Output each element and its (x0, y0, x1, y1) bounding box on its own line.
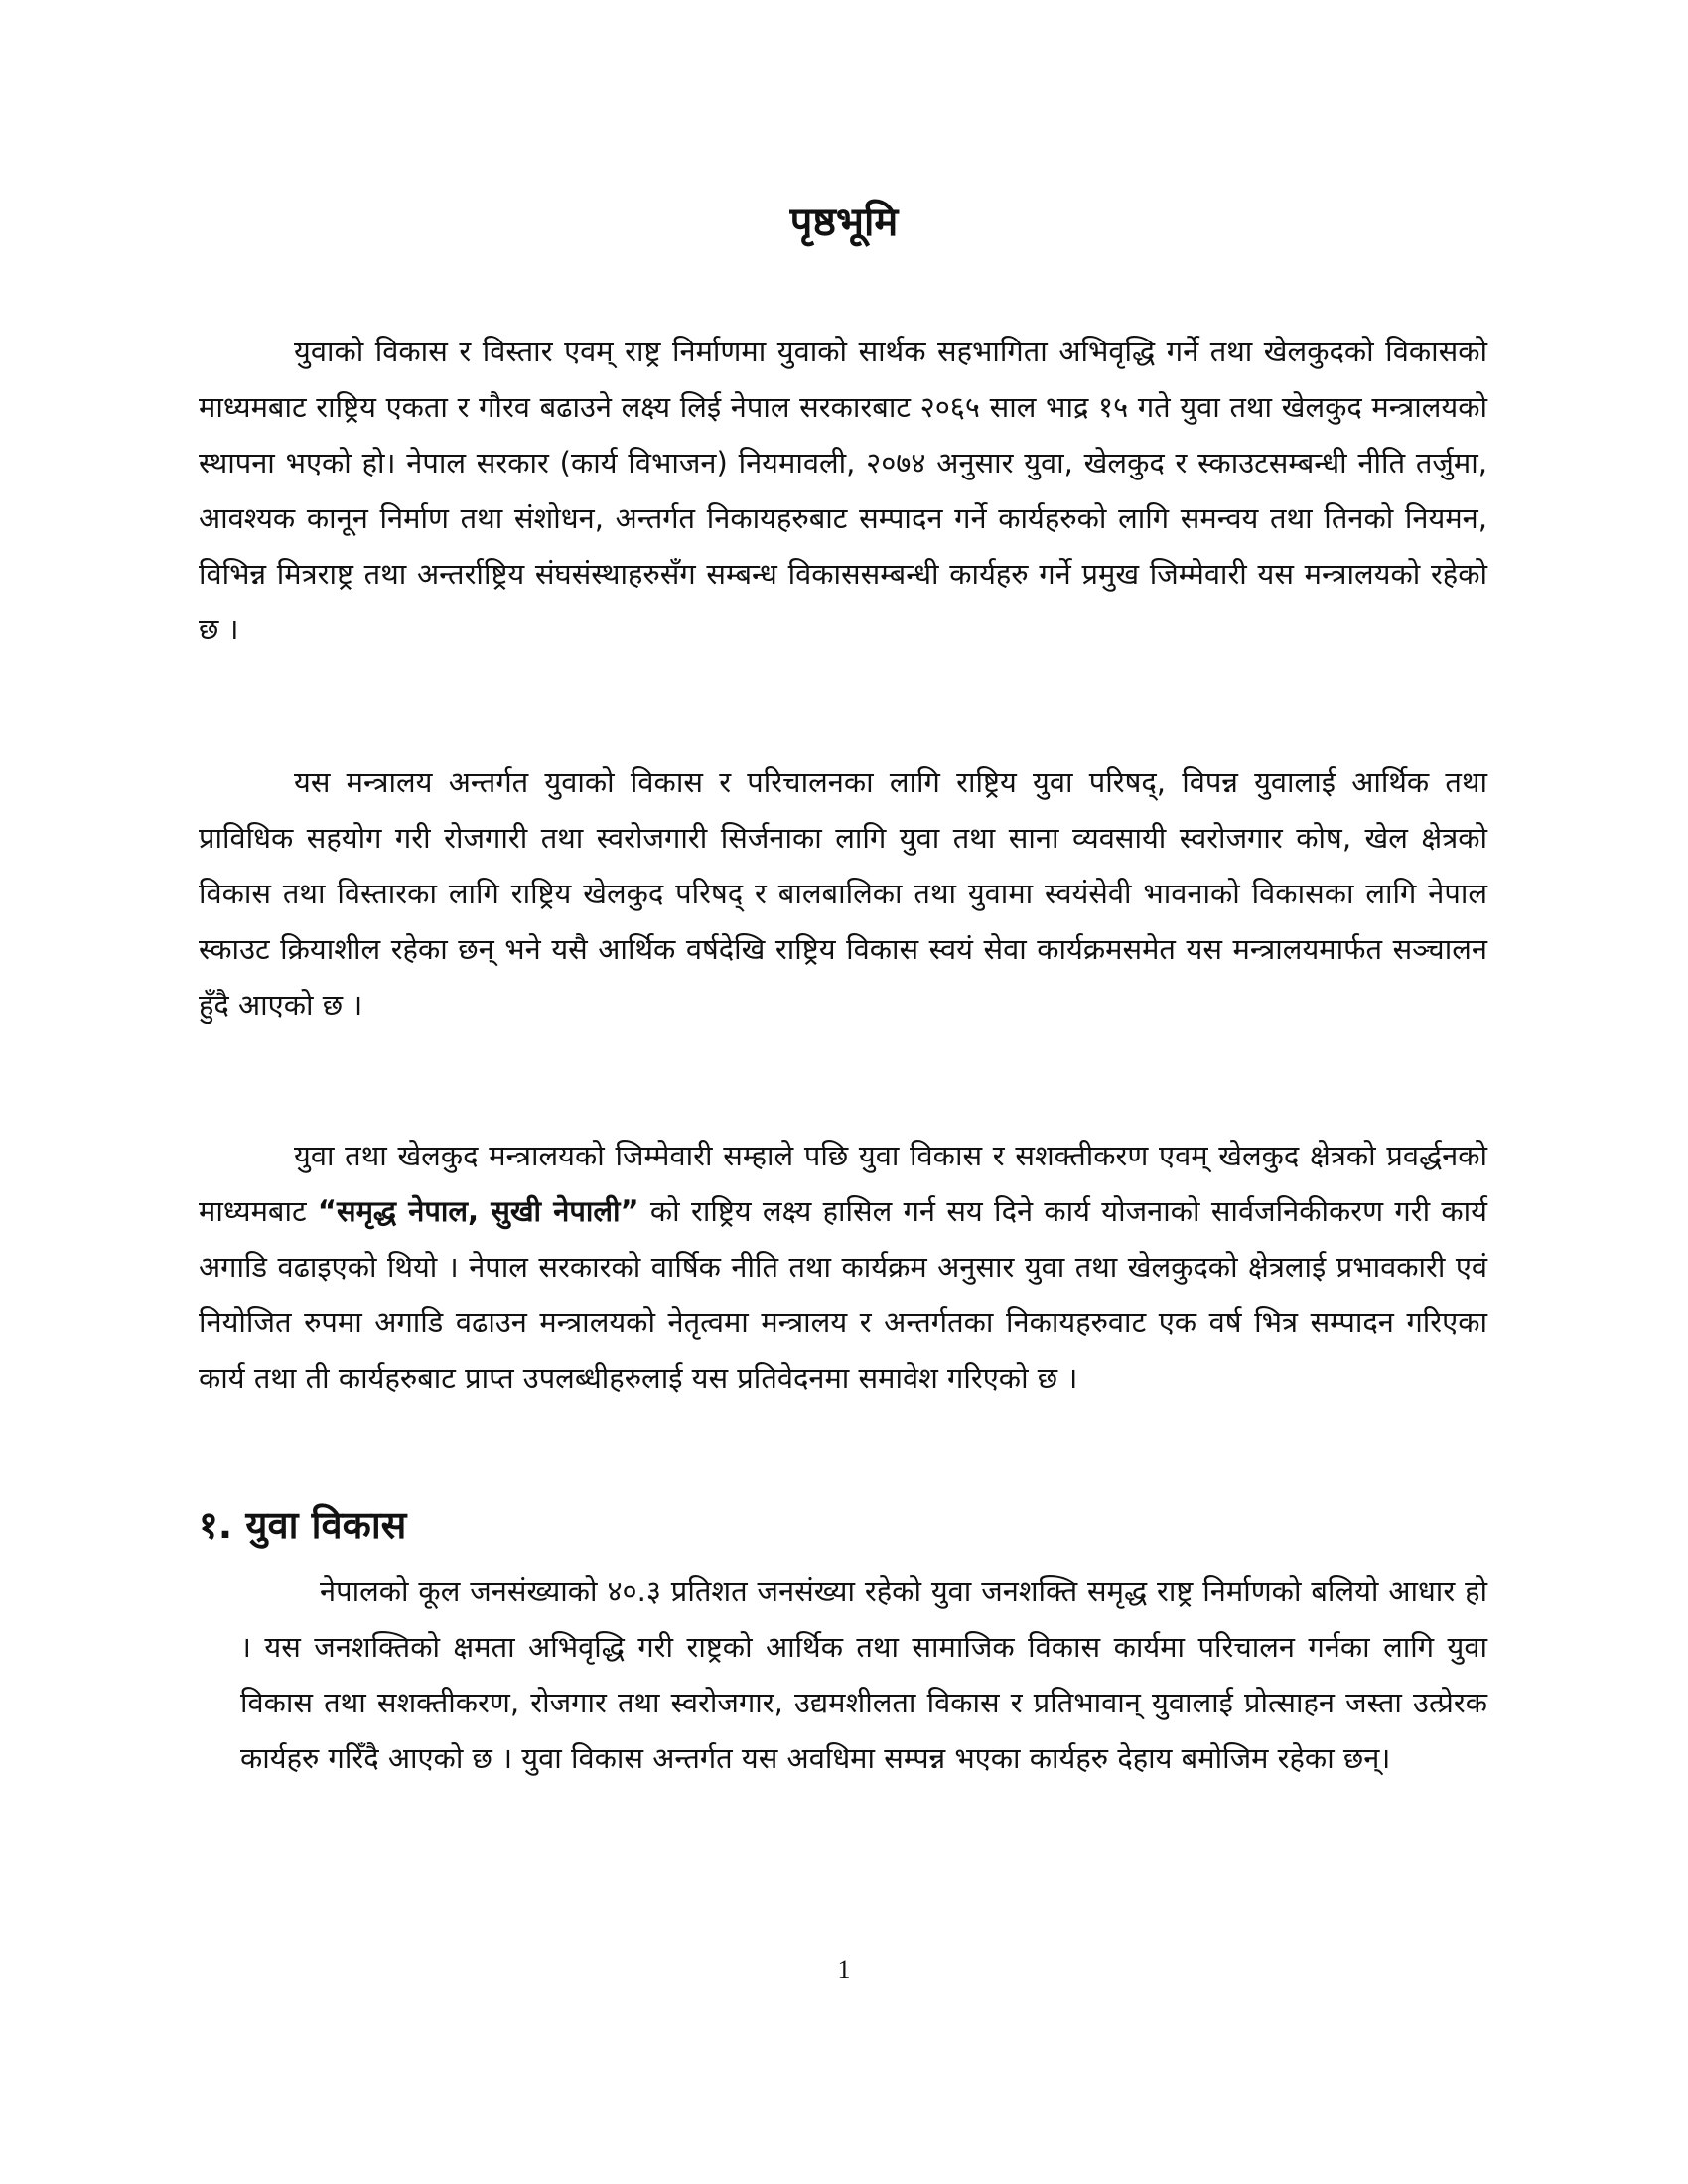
paragraph-3-text-after: को राष्ट्रिय लक्ष्य हासिल गर्न सय दिने कार्य योजनाको सार्वजनिकीकरण गरी कार्य अगाडि वढाइएको थियो । नेपाल सरकारको वार्षिक नीति तथा कार्यक्रम अनुसार युवा तथा खेलकुदको क्षेत्रलाई प्रभावकारी एवं नियोजित रुपमा अगाडि वढाउन मन्त्रालयको नेतृत्वमा मन्त्रालय र अन्तर्गतका निकायहरुवाट एक वर्ष भित्र सम्पादन गरिएका कार्य तथा ती कार्यहरुबाट प्राप्त उपलब्धीहरुलाई यस प्रतिवेदनमा समावेश गरिएको छ । (199, 1194, 1487, 1395)
paragraph-3-text-before: युवा तथा खेलकुद मन्त्रालयको जिम्मेवारी सम्हाले पछि युवा विकास र सशक्तीकरण एवम् खेलकुद क्षेत्रको प्रवर्द्धनको माध्यमबाट (199, 1139, 1487, 1228)
youth-development-paragraph: नेपालको कूल जनसंख्याको ४०.३ प्रतिशत जनसंख्या रहेको युवा जनशक्ति समृद्ध राष्ट्र निर्माणको बलियो आधार हो । यस जनशक्तिको क्षमता अभिवृद्धि गरी राष्ट्रको आर्थिक तथा सामाजिक विकास कार्यमा परिचालन गर्नका लागि युवा विकास तथा सशक्तीकरण, रोजगार तथा स्वरोजगार, उद्यमशीलता विकास र प्रतिभावान् युवालाई प्रोत्साहन जस्ता उत्प्रेरक कार्यहरु गरिँदै आएको छ । युवा विकास अन्तर्गत यस अवधिमा सम्पन्न भएका कार्यहरु देहाय बमोजिम रहेका छन्। (240, 1574, 1487, 1775)
section-heading-youth-development: १. युवा विकास (199, 1503, 407, 1547)
page-number: 1 (837, 1955, 851, 1983)
background-paragraph-2: यस मन्त्रालय अन्तर्गत युवाको विकास र परिचालनका लागि राष्ट्रिय युवा परिषद्, विपन्न युवालाई आर्थिक तथा प्राविधिक सहयोग गरी रोजगारी तथा स्वरोजगारी सिर्जनाका लागि युवा तथा साना व्यवसायी स्वरोजगार कोष, खेल क्षेत्रको विकास तथा विस्तारका लागि राष्ट्रिय खेलकुद परिषद् र बालबालिका तथा युवामा स्वयंसेवी भावनाको विकासका लागि नेपाल स्काउट क्रियाशील रहेका छन् भने यसै आर्थिक वर्षदेखि राष्ट्रिय विकास स्वयं सेवा कार्यक्रमसमेत यस मन्त्रालयमार्फत सञ्चालन हुँदै आएको छ । (199, 765, 1487, 1022)
background-paragraph-3 (199, 1128, 1487, 1406)
background-paragraph-1: युवाको विकास र विस्तार एवम् राष्ट्र निर्माणमा युवाको सार्थक सहभागिता अभिवृद्धि गर्ने तथा खेलकुदको विकासको माध्यमबाट राष्ट्रिय एकता र गौरव बढाउने लक्ष्य लिई नेपाल सरकारबाट २०६५ साल भाद्र १५ गते युवा तथा खेलकुद मन्त्रालयको स्थापना भएको हो। नेपाल सरकार (कार्य विभाजन) नियमावली, २०७४ अनुसार युवा, खेलकुद र स्काउटसम्बन्धी नीति तर्जुमा, आवश्यक कानून निर्माण तथा संशोधन, अन्तर्गत निकायहरुबाट सम्पादन गर्ने कार्यहरुको लागि समन्वय तथा तिनको नियमन, विभिन्न मित्रराष्ट्र तथा अन्तर्राष्ट्रिय संघसंस्थाहरुसँग सम्बन्ध विकाससम्बन्धी कार्यहरु गर्ने प्रमुख जिम्मेवारी यस मन्त्रालयको रहेको छ । (199, 335, 1487, 646)
page-title: पृष्ठभूमि (789, 200, 899, 245)
national-slogan: “समृद्ध नेपाल, सुखी नेपाली” (317, 1194, 639, 1228)
